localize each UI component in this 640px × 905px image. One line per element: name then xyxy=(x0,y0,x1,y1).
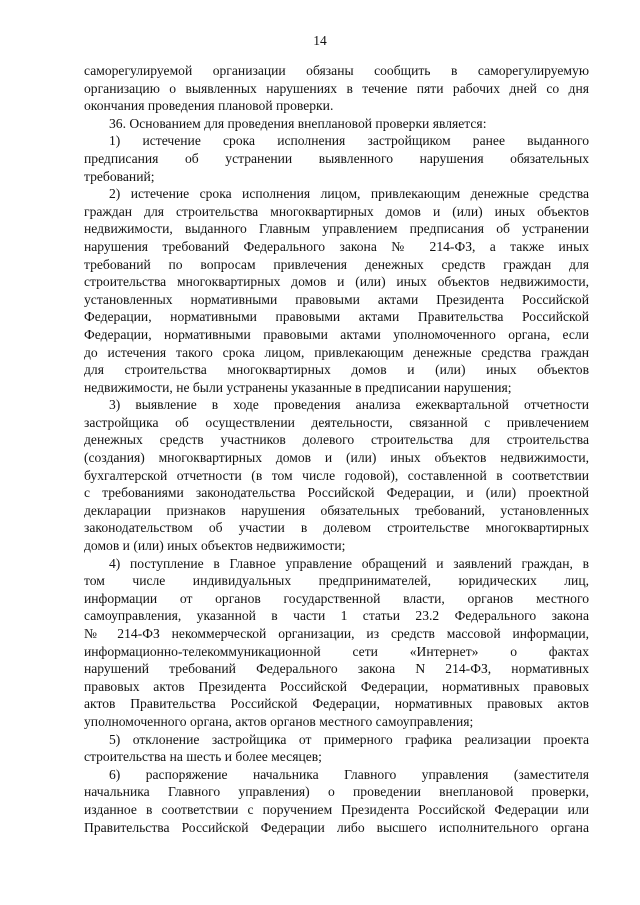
page-number: 14 xyxy=(313,33,327,48)
text-line: строительства на шесть и более месяцев; xyxy=(84,749,322,765)
text-line: изданное в соответствии с поручением Президента Российской Федерации или xyxy=(84,801,589,817)
text-line: требований; xyxy=(84,168,155,184)
text-line: информационно-телекоммуникационной сети «Интернет» о фактах xyxy=(84,643,589,659)
text-line: граждан для строительства многоквартирных домов и (или) иных объектов xyxy=(84,203,589,219)
text-line: том числе индивидуальных предпринимателей, юридических лиц, xyxy=(84,573,589,589)
text-line: нарушений требований Федерального закона N 214-ФЗ, нормативных xyxy=(84,661,589,677)
text-line: 1) истечение срока исполнения застройщиком ранее выданного xyxy=(109,133,589,149)
text-line: бухгалтерской отчетности (в том числе годовой), составленной в соответствии xyxy=(84,467,589,483)
text-line: актов Правительства Российской Федерации, нормативных правовых актов xyxy=(84,696,589,712)
text-line: домов и (или) иных объектов недвижимости; xyxy=(84,538,346,554)
text-line: до истечения такого срока лицом, привлекающим денежные средства граждан xyxy=(84,344,589,360)
text-line: недвижимости, выданного Главным управлением предписания об устранении xyxy=(84,221,589,237)
text-line: 4) поступление в Главное управление обращений и заявлений граждан, в xyxy=(109,555,589,571)
text-line: 36. Основанием для проведения внеплановой проверки является: xyxy=(109,115,487,131)
text-line: для строительства многоквартирных домов и (или) иных объектов xyxy=(84,362,589,378)
text-line: 6) распоряжение начальника Главного управления (заместителя xyxy=(109,766,589,782)
text-line: предписания об устранении выявленного нарушения обязательных xyxy=(84,150,589,166)
text-line: декларации признаков нарушения обязательных требований, установленных xyxy=(84,502,589,518)
body-text xyxy=(84,62,589,836)
text-line: саморегулируемой организации обязаны сообщить в саморегулируемую xyxy=(84,63,589,78)
text-line: (создания) многоквартирных домов и (или) иных объектов недвижимости, xyxy=(84,450,589,466)
text-line: с требованиями законодательства Российской Федерации, и (или) проектной xyxy=(84,485,589,501)
text-line: начальника Главного управления) о проведении внеплановой проверки, xyxy=(84,784,589,800)
text-line: организацию о выявленных нарушениях в течение пяти рабочих дней со дня xyxy=(84,80,589,96)
text-line: 5) отклонение застройщика от примерного графика реализации проекта xyxy=(109,731,589,747)
text-line: законодательством об участии в долевом строительстве многоквартирных xyxy=(84,520,589,536)
text-line: денежных средств участников долевого строительства для строительства xyxy=(84,432,589,448)
text-line: самоуправления, указанной в части 1 статьи 23.2 Федерального закона xyxy=(84,608,589,624)
text-line: установленных нормативными правовыми актами Президента Российской xyxy=(84,291,589,307)
text-line: информации от органов государственной власти, органов местного xyxy=(84,590,589,606)
text-line: недвижимости, не были устранены указанные в предписании нарушения; xyxy=(84,379,512,395)
text-line: Правительства Российской Федерации либо высшего исполнительного органа xyxy=(84,819,589,835)
text-line: Федерации, нормативными правовыми актами Правительства Российской xyxy=(84,309,589,325)
text-line: требований по вопросам привлечения денежных средств граждан для xyxy=(84,256,589,272)
text-line: 2) истечение срока исполнения лицом, привлекающим денежные средства xyxy=(109,186,589,202)
text-line: застройщика об осуществлении деятельности, связанной с привлечением xyxy=(84,414,589,430)
text-line: нарушения требований Федерального закона № 214-ФЗ, а также иных xyxy=(84,238,589,254)
text-line: окончания проведения плановой проверки. xyxy=(84,98,334,114)
text-line: 3) выявление в ходе проведения анализа ежеквартальной отчетности xyxy=(109,397,589,413)
text-line: № 214-ФЗ некоммерческой организации, из средств массовой информации, xyxy=(84,626,589,641)
text-line: уполномоченного органа, актов органов местного самоуправления; xyxy=(84,713,474,729)
text-line: правовых актов Президента Российской Федерации, нормативных правовых xyxy=(84,678,589,694)
text-line: Федерации, нормативными правовыми актами уполномоченного органа, если xyxy=(84,326,589,342)
text-line: строительства многоквартирных домов и (или) иных объектов недвижимости, xyxy=(84,274,589,290)
